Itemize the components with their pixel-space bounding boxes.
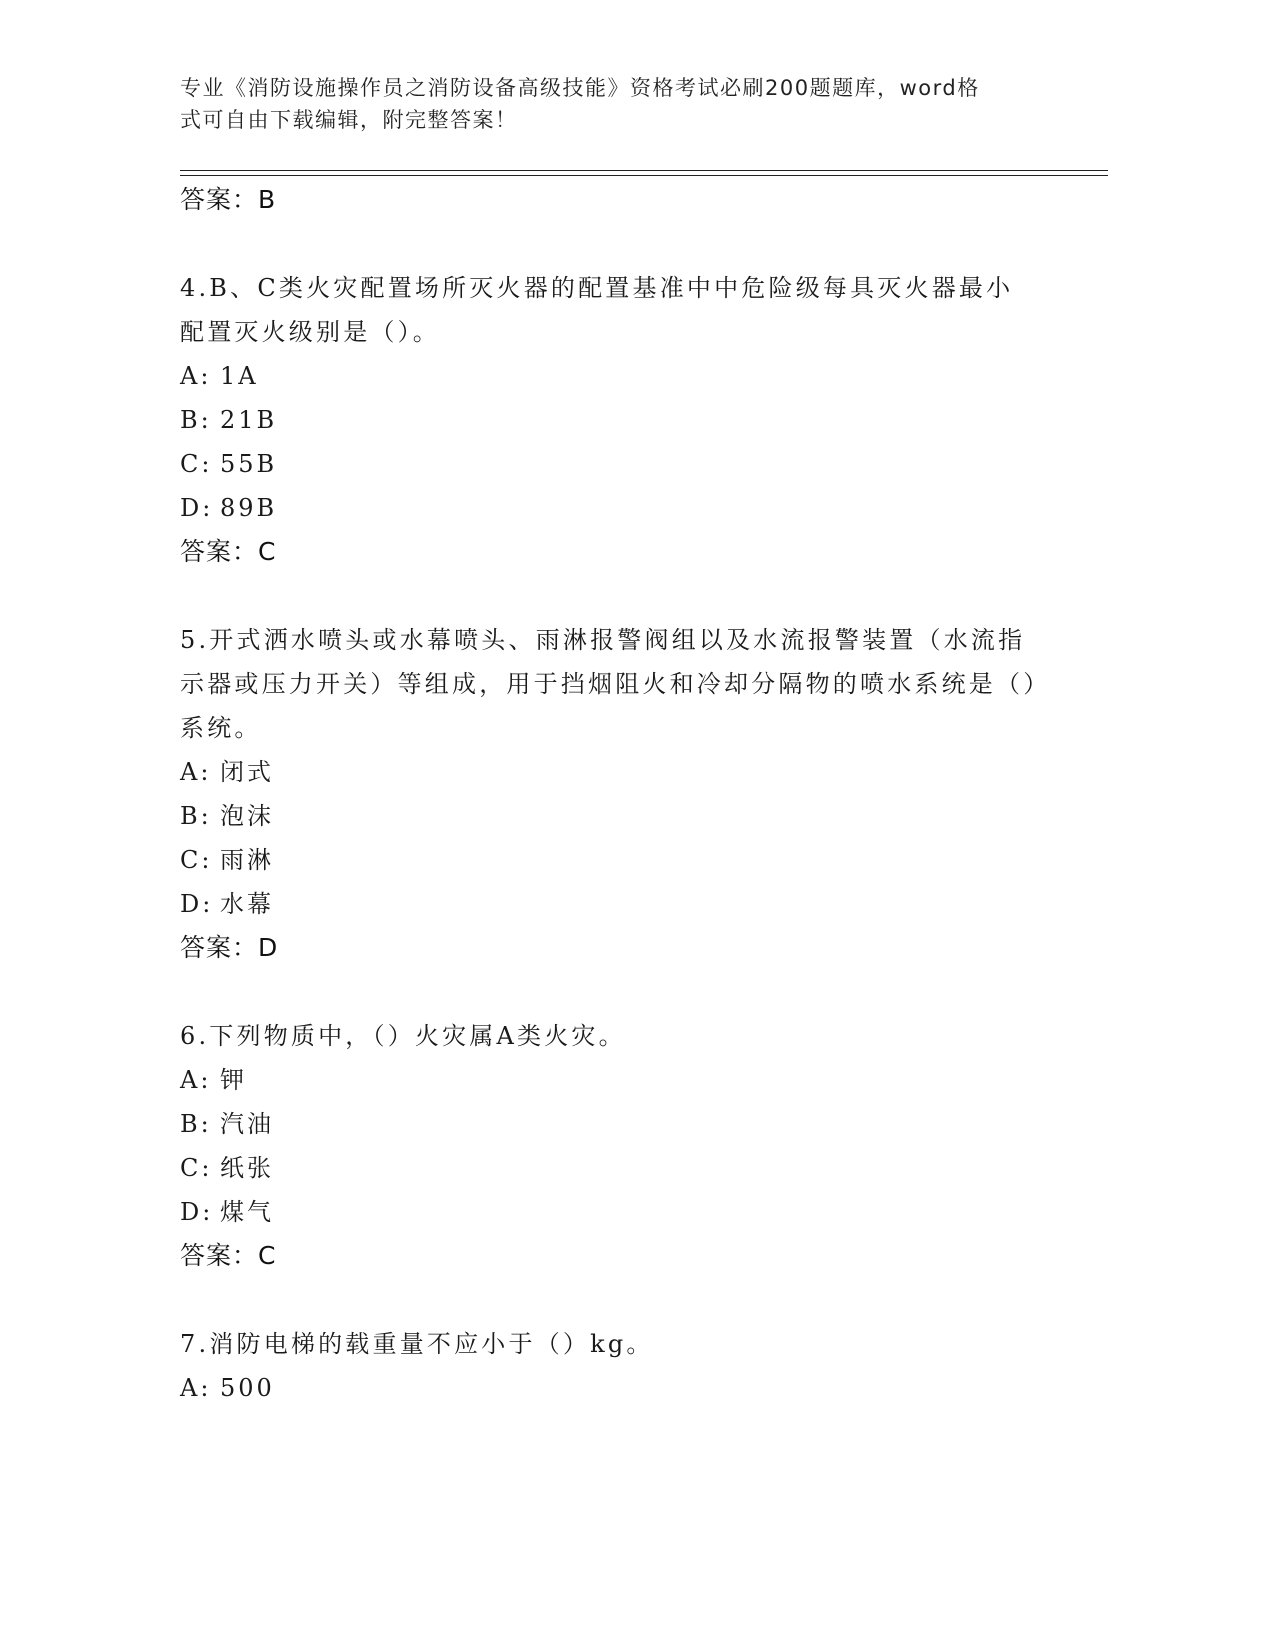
answer-line: 答案：C [180,1241,277,1270]
header-rule-top [180,170,1108,171]
option-a: A: 闭式 [180,758,274,786]
header-line-2: 式可自由下载编辑，附完整答案！ [180,108,518,132]
option-b: B: 泡沫 [180,802,274,830]
option-d: D: 煤气 [180,1198,274,1226]
question-stem: 6.下列物质中，（）火灾属A类火灾。 [180,1022,626,1050]
question-block [180,618,1040,970]
option-c: C: 55B [180,450,278,478]
option-a: A: 500 [180,1374,275,1402]
option-c: C: 雨淋 [180,846,274,874]
option-a: A: 钾 [180,1066,247,1094]
option-b: B: 21B [180,406,278,434]
question-block [180,266,1040,574]
option-d: D: 89B [180,494,278,522]
header-rule-bottom [180,175,1108,176]
question-stem: 5.开式洒水喷头或水幕喷头、雨淋报警阀组以及水流报警装置（水流指示器或压力开关）等组成，用于挡烟阻火和冷却分隔物的喷水系统是（）系统。 [180,626,1039,742]
option-c: C: 纸张 [180,1154,274,1182]
question-block [180,1322,1040,1410]
answer-line: 答案：D [180,933,279,962]
question-list [180,178,1040,1410]
question-block [180,1014,1040,1278]
option-a: A: 1A [180,362,259,390]
option-d: D: 水幕 [180,890,274,918]
question-stem: 7.消防电梯的载重量不应小于（）kg。 [180,1330,654,1358]
header-line-1: 专业《消防设施操作员之消防设备高级技能》资格考试必刷200题题库，word格 [180,76,980,100]
answer-line: 答案：C [180,537,277,566]
question-stem: 4.B、C类火灾配置场所灭火器的配置基准中中危险级每具灭火器最小配置灭火级别是（）。 [180,274,1014,346]
answer-line: 答案：B [180,185,277,214]
document-header [180,72,1030,136]
option-b: B: 汽油 [180,1110,274,1138]
